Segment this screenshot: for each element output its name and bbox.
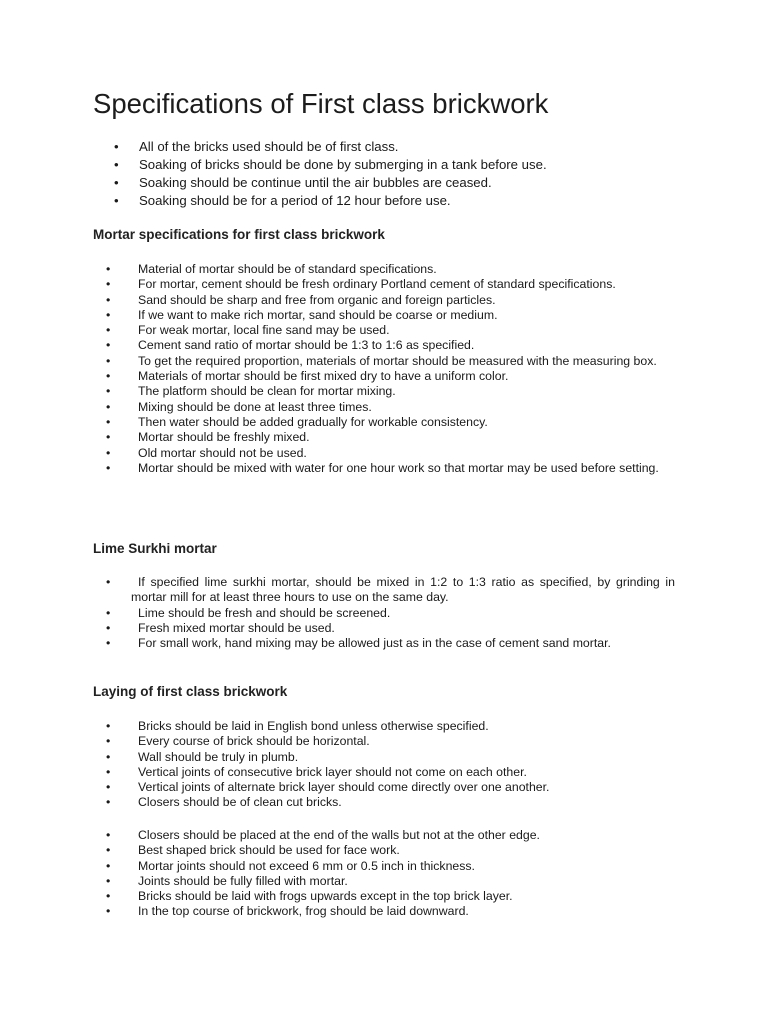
list-item: • Sand should be sharp and free from organic and foreign particles. [93,293,675,308]
list-item: • Vertical joints of alternate brick layer should come directly over one another. [93,780,675,795]
list-item: • Every course of brick should be horizontal. [93,734,675,749]
list-item: • All of the bricks used should be of first class. [93,138,675,156]
list-item: • Material of mortar should be of standard specifications. [93,262,675,277]
list-item: • Then water should be added gradually for workable consistency. [93,415,675,430]
laying-list-a [93,719,675,811]
list-item: • If specified lime surkhi mortar, should be mixed in 1:2 to 1:3 ratio as specified, by grinding in mortar mill for at least three hours to use on the same day. [93,575,675,606]
list-item: • Wall should be truly in plumb. [93,750,675,765]
intro-list [93,138,675,210]
list-item: • Materials of mortar should be first mixed dry to have a uniform color. [93,369,675,384]
list-item: • Fresh mixed mortar should be used. [93,621,675,636]
list-item: • The platform should be clean for mortar mixing. [93,384,675,399]
list-item: • In the top course of brickwork, frog should be laid downward. [93,904,675,919]
list-item: • If we want to make rich mortar, sand should be coarse or medium. [93,308,675,323]
list-item: • Best shaped brick should be used for face work. [93,843,675,858]
list-item: • Vertical joints of consecutive brick layer should not come on each other. [93,765,675,780]
list-item: • Soaking should be continue until the air bubbles are ceased. [93,174,675,192]
laying-list-b [93,828,675,920]
mortar-list [93,262,675,476]
list-item: • Joints should be fully filled with mortar. [93,874,675,889]
list-item: • Old mortar should not be used. [93,446,675,461]
list-item: • To get the required proportion, materials of mortar should be measured with the measuring box. [93,354,675,369]
list-item: • Mortar should be mixed with water for one hour work so that mortar may be used before setting. [93,461,675,476]
list-item: • Mortar joints should not exceed 6 mm or 0.5 inch in thickness. [93,859,675,874]
laying-heading: Laying of first class brickwork [93,684,288,699]
lime-list [93,575,675,651]
list-item: • For weak mortar, local fine sand may be used. [93,323,675,338]
list-item: • For mortar, cement should be fresh ordinary Portland cement of standard specifications. [93,277,675,292]
list-item: • Mortar should be freshly mixed. [93,430,675,445]
list-item: • Soaking of bricks should be done by submerging in a tank before use. [93,156,675,174]
list-item: • Closers should be placed at the end of the walls but not at the other edge. [93,828,675,843]
mortar-heading: Mortar specifications for first class brickwork [93,227,385,242]
list-item: • Soaking should be for a period of 12 hour before use. [93,192,675,210]
list-item: • Bricks should be laid with frogs upwards except in the top brick layer. [93,889,675,904]
list-item: • Bricks should be laid in English bond unless otherwise specified. [93,719,675,734]
list-item: • For small work, hand mixing may be allowed just as in the case of cement sand mortar. [93,636,675,651]
list-item: • Lime should be fresh and should be screened. [93,606,675,621]
list-item: • Closers should be of clean cut bricks. [93,795,675,810]
list-item: • Mixing should be done at least three times. [93,400,675,415]
lime-heading: Lime Surkhi mortar [93,541,217,556]
page-title: Specifications of First class brickwork [93,88,549,119]
list-item: • Cement sand ratio of mortar should be 1:3 to 1:6 as specified. [93,338,675,353]
